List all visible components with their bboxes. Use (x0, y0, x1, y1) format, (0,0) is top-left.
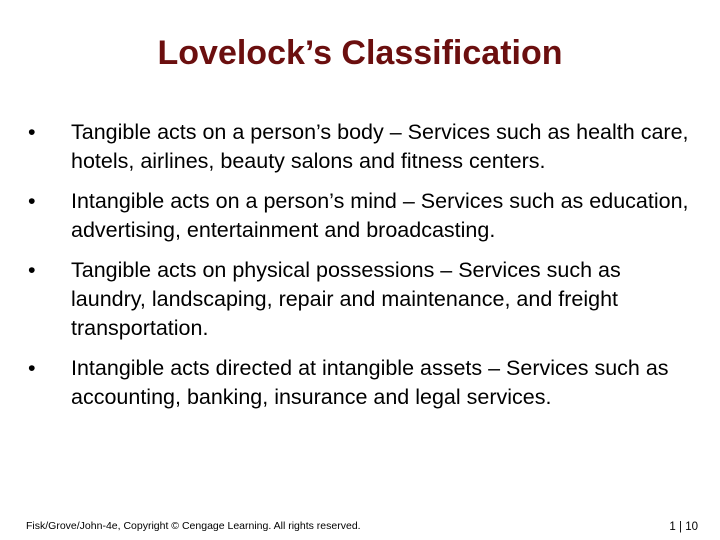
bullet-text: Tangible acts on a person’s body – Services such as health care, hotels, airlines, beauty salons and fitness centers. (71, 120, 689, 173)
bullet-marker: • (28, 189, 36, 213)
bullet-text: Intangible acts directed at intangible assets – Services such as accounting, banking, insurance and legal services. (71, 356, 669, 409)
bullet-list (28, 118, 698, 423)
bullet-text: Intangible acts on a person’s mind – Services such as education, advertising, entertainment and broadcasting. (71, 189, 689, 242)
bullet-marker: • (28, 258, 36, 282)
bullet-item (28, 187, 698, 245)
bullet-marker: • (28, 356, 36, 380)
page-number: 1 | 10 (669, 521, 698, 533)
footer-copyright: Fisk/Grove/John-4e, Copyright © Cengage Learning. All rights reserved. (26, 520, 361, 532)
bullet-item (28, 256, 698, 343)
slide-title: Lovelock’s Classification (157, 34, 563, 72)
bullet-item (28, 118, 698, 176)
bullet-item (28, 354, 698, 412)
bullet-text: Tangible acts on physical possessions – Services such as laundry, landscaping, repair and maintenance, and freight transportation. (71, 258, 621, 340)
bullet-marker: • (28, 120, 36, 144)
